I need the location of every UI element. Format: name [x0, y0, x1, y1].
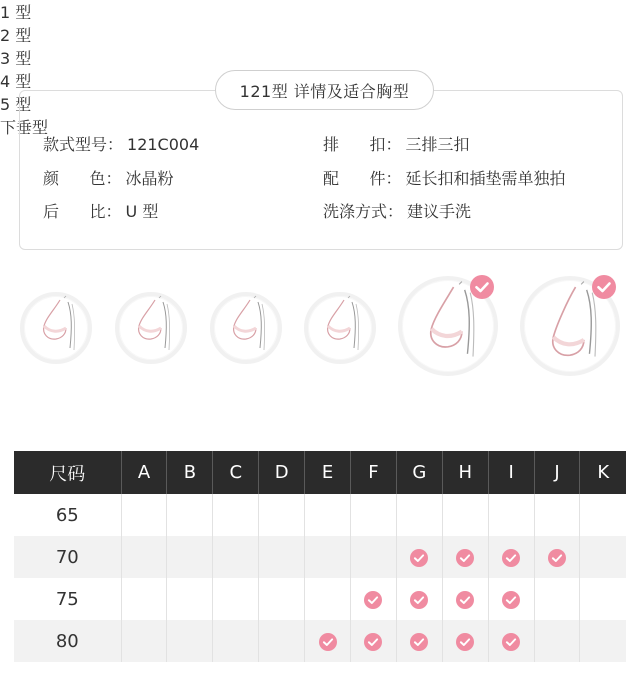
table-row	[14, 494, 626, 536]
size-cell	[396, 620, 442, 662]
size-cell	[534, 494, 580, 536]
size-cell	[167, 536, 213, 578]
size-cell	[580, 578, 626, 620]
fit-check-icon	[364, 591, 382, 609]
fit-check-icon	[410, 591, 428, 609]
size-cell	[350, 578, 396, 620]
spec-back-shape	[43, 201, 158, 223]
header-cup-f: F	[350, 451, 396, 494]
header-cup-i: I	[488, 451, 534, 494]
spec-color	[43, 168, 174, 190]
spec-accessories	[323, 168, 566, 190]
size-cell	[167, 494, 213, 536]
fit-check-icon	[502, 633, 520, 651]
size-cell	[259, 578, 305, 620]
size-cell	[259, 494, 305, 536]
shape-label: 3 型	[0, 49, 32, 68]
breast-shape-2-icon	[115, 292, 187, 364]
size-table	[14, 451, 626, 662]
breast-shape-4-icon	[304, 292, 376, 364]
breast-shape-1-icon	[20, 292, 92, 364]
header-cup-d: D	[259, 451, 305, 494]
shape-label: 1 型	[0, 3, 32, 22]
spec-value: 建议手洗	[407, 202, 472, 221]
size-cell	[396, 536, 442, 578]
spec-value: 三排三扣	[405, 135, 470, 154]
fit-check-icon	[410, 633, 428, 651]
band-size-cell: 70	[14, 536, 121, 578]
size-cell	[121, 536, 167, 578]
size-cell	[396, 578, 442, 620]
shape-label: 下垂型	[0, 118, 49, 137]
size-cell	[488, 578, 534, 620]
size-cell	[121, 578, 167, 620]
fit-check-icon	[456, 591, 474, 609]
header-cup-k: K	[580, 451, 626, 494]
size-cell	[442, 536, 488, 578]
header-size: 尺码	[14, 451, 121, 494]
band-size-cell: 75	[55, 588, 79, 610]
header-cup-j: J	[534, 451, 580, 494]
size-cell	[580, 494, 626, 536]
fit-check-icon	[319, 633, 337, 651]
size-cell	[442, 494, 488, 536]
size-cell	[580, 620, 626, 662]
breast-shape-3-icon	[210, 292, 282, 364]
table-row	[14, 620, 626, 662]
fit-check-icon	[502, 591, 520, 609]
selected-check-icon	[592, 275, 616, 299]
size-cell	[305, 620, 351, 662]
spec-key: 后 比：	[43, 202, 122, 221]
header-cup-g: G	[396, 451, 442, 494]
size-cell	[396, 494, 442, 536]
spec-key: 洗涤方式：	[323, 202, 404, 221]
size-cell	[488, 536, 534, 578]
spec-washing	[323, 201, 471, 223]
shape-label: 2 型	[0, 26, 32, 45]
table-header-row	[14, 451, 626, 494]
size-cell	[213, 578, 259, 620]
spec-style-number	[43, 134, 199, 156]
shape-option-1[interactable]	[20, 292, 92, 364]
fit-check-icon	[502, 549, 520, 567]
header-cup-a: A	[121, 451, 167, 494]
header-cup-e: E	[305, 451, 351, 494]
size-cell	[167, 578, 213, 620]
size-cell	[213, 536, 259, 578]
size-cell	[580, 536, 626, 578]
spec-key: 颜 色：	[43, 169, 122, 188]
fit-check-icon	[456, 549, 474, 567]
shape-option-2[interactable]	[115, 292, 187, 364]
table-row	[14, 578, 626, 620]
selected-check-icon	[470, 275, 494, 299]
size-cell	[121, 620, 167, 662]
size-cell	[488, 620, 534, 662]
size-cell	[121, 494, 167, 536]
header-cup-c: C	[213, 451, 259, 494]
band-size-cell: 65	[55, 504, 79, 526]
shape-label: 4 型	[0, 72, 32, 91]
size-cell	[350, 620, 396, 662]
size-cell	[350, 494, 396, 536]
shape-label: 5 型	[0, 95, 32, 114]
table-body	[14, 494, 626, 662]
spec-value: 121C004	[127, 135, 200, 154]
fit-check-icon	[364, 633, 382, 651]
spec-value: 冰晶粉	[125, 169, 174, 188]
size-cell	[534, 536, 580, 578]
size-cell	[305, 536, 351, 578]
fit-check-icon	[456, 633, 474, 651]
size-cell	[259, 536, 305, 578]
card-title: 121型 详情及适合胸型	[215, 70, 434, 110]
spec-key: 款式型号：	[43, 135, 124, 154]
table-row	[14, 536, 626, 578]
spec-hooks	[323, 134, 470, 156]
fit-check-icon	[410, 549, 428, 567]
size-cell	[442, 578, 488, 620]
header-cup-h: H	[442, 451, 488, 494]
shape-option-3[interactable]	[210, 292, 282, 364]
size-cell	[213, 620, 259, 662]
size-cell	[442, 620, 488, 662]
spec-value: 延长扣和插垫需单独拍	[405, 169, 566, 188]
size-cell	[488, 494, 534, 536]
size-cell	[213, 494, 259, 536]
spec-key: 配 件：	[323, 169, 402, 188]
fit-check-icon	[548, 549, 566, 567]
size-cell	[350, 536, 396, 578]
size-cell	[305, 494, 351, 536]
size-cell	[534, 620, 580, 662]
header-cup-b: B	[167, 451, 213, 494]
size-cell	[259, 620, 305, 662]
spec-key: 排 扣：	[323, 135, 402, 154]
size-cell	[534, 578, 580, 620]
size-cell	[305, 578, 351, 620]
band-size-cell: 80	[14, 620, 121, 662]
size-cell	[167, 620, 213, 662]
shape-option-4[interactable]	[304, 292, 376, 364]
spec-value: U 型	[125, 202, 159, 221]
